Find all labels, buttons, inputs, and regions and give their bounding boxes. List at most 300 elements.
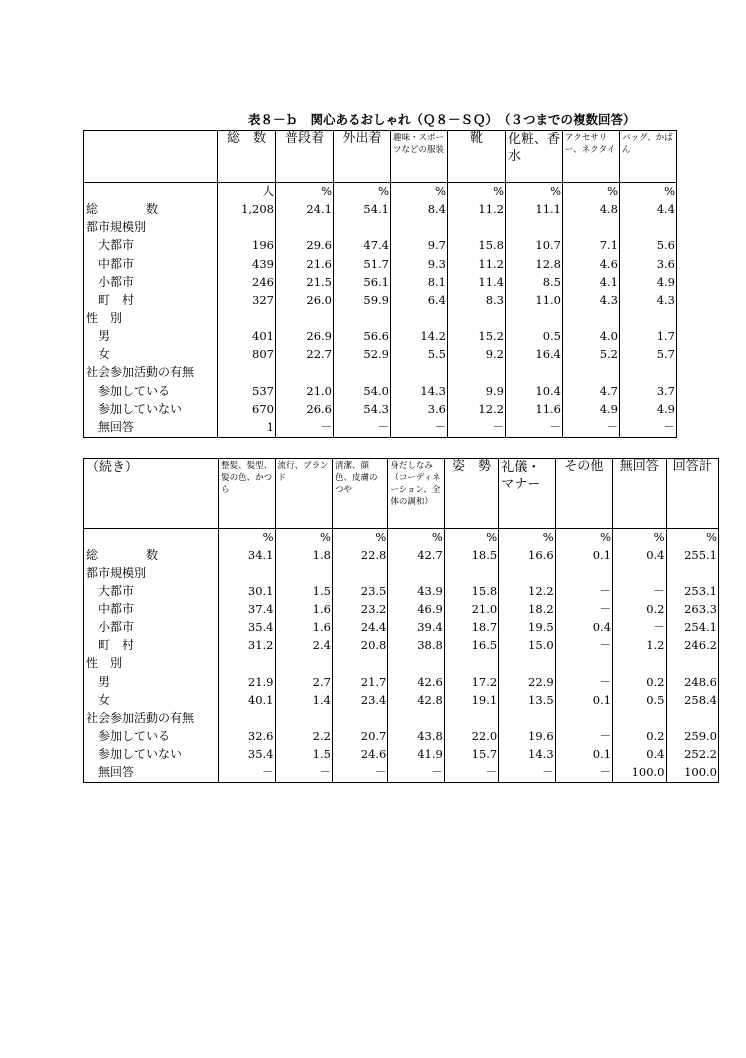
value-cell [448,310,506,328]
value-cell [388,565,444,583]
row-label: 総 数 [84,201,218,219]
value-cell [218,219,276,237]
value-cell: 26.0 [276,292,334,310]
value-cell: 4.0 [563,328,620,346]
value-cell: 1.6 [275,619,332,637]
value-cell: 0.4 [555,619,612,637]
value-cell [555,710,612,728]
units-row [84,529,719,548]
interest-table-part2 [83,458,719,783]
row-label: 社会参加活動の有無 [84,710,219,728]
value-cell [620,364,677,382]
value-cell: 24.6 [332,746,387,764]
value-cell: 11.1 [506,201,563,219]
value-cell: 21.7 [332,674,387,692]
value-cell: 4.1 [563,274,620,292]
value-cell: 1.4 [275,692,332,710]
table-row [84,619,719,637]
value-cell: － [555,583,612,601]
value-cell [506,310,563,328]
value-cell: 3.7 [620,383,677,401]
value-cell: 9.2 [448,346,506,364]
units-row [84,183,677,202]
unit-cell: 人 [218,183,276,202]
value-cell: － [555,601,612,619]
table-row [84,256,677,274]
value-cell: 12.8 [506,256,563,274]
value-cell: 29.6 [276,237,334,255]
value-cell [555,565,612,583]
value-cell [666,710,719,728]
value-cell: 14.3 [391,383,448,401]
table-row [84,219,677,237]
value-cell: － [334,419,391,438]
value-cell: 1.5 [275,583,332,601]
value-cell: 18.5 [444,547,498,565]
value-cell: 22.7 [276,346,334,364]
value-cell: 1.8 [275,547,332,565]
value-cell: 4.7 [563,383,620,401]
value-cell: － [448,419,506,438]
value-cell: － [620,419,677,438]
value-cell [276,219,334,237]
table-row [84,692,719,710]
value-cell: 15.8 [444,583,498,601]
value-cell: 248.6 [666,674,719,692]
value-cell [332,655,387,673]
table-row [84,237,677,255]
value-cell: 0.1 [555,547,612,565]
value-cell: 6.4 [391,292,448,310]
value-cell: － [613,583,666,601]
value-cell: 9.9 [448,383,506,401]
unit-cell: % [391,183,448,202]
value-cell: 37.4 [219,601,275,619]
value-cell: 258.4 [666,692,719,710]
value-cell: 11.2 [448,201,506,219]
value-cell [613,565,666,583]
table-row [84,746,719,764]
row-label: 都市規模別 [84,565,219,583]
value-cell [219,655,275,673]
row-label: 小都市 [84,619,219,637]
value-cell: 252.2 [666,746,719,764]
row-label: 社会参加活動の有無 [84,364,218,382]
value-cell: 21.6 [276,256,334,274]
value-cell: 21.5 [276,274,334,292]
value-cell: 23.5 [332,583,387,601]
column-header: 整髪、髪型、髪の色、かつら [219,459,275,529]
column-header: バッグ、かばん [620,131,677,183]
column-header: 身だしなみ（コーディネーション、全体の調和） [388,459,444,529]
table-row [84,419,677,438]
value-cell: 13.5 [499,692,555,710]
row-label: 都市規模別 [84,219,218,237]
value-cell: 0.4 [613,547,666,565]
value-cell: 3.6 [620,256,677,274]
row-label: 総 数 [84,547,219,565]
value-cell: 9.7 [391,237,448,255]
table-row [84,601,719,619]
table-row [84,674,719,692]
units-label-cell [84,183,218,202]
value-cell: 56.1 [334,274,391,292]
unit-cell: % [448,183,506,202]
value-cell: － [388,764,444,783]
value-cell [563,219,620,237]
value-cell: 8.1 [391,274,448,292]
interest-table-part1 [83,130,677,438]
value-cell: 4.9 [620,401,677,419]
header-row [84,459,719,529]
table-row [84,328,677,346]
table-row [84,764,719,783]
column-header: 清潔、顔色、皮膚のつや [332,459,387,529]
value-cell: 10.4 [506,383,563,401]
table-row [84,364,677,382]
unit-cell: % [332,529,387,548]
value-cell: 11.2 [448,256,506,274]
header-row [84,131,677,183]
value-cell: 5.2 [563,346,620,364]
value-cell: 807 [218,346,276,364]
row-label: 参加している [84,383,218,401]
value-cell [666,565,719,583]
value-cell: 0.5 [506,328,563,346]
table-row [84,565,719,583]
value-cell: 7.1 [563,237,620,255]
value-cell: 43.9 [388,583,444,601]
value-cell: － [391,419,448,438]
value-cell: － [219,764,275,783]
column-header: 流行、ブランド [275,459,332,529]
value-cell: 41.9 [388,746,444,764]
value-cell: 42.6 [388,674,444,692]
value-cell: 0.1 [555,746,612,764]
unit-cell: % [666,529,719,548]
value-cell: 18.7 [444,619,498,637]
row-label: 中都市 [84,256,218,274]
value-cell: 0.4 [613,746,666,764]
value-cell: 246.2 [666,637,719,655]
value-cell [332,565,387,583]
value-cell: 19.6 [499,728,555,746]
table-row [84,637,719,655]
value-cell [563,310,620,328]
value-cell: 47.4 [334,237,391,255]
unit-cell: % [563,183,620,202]
value-cell: 16.5 [444,637,498,655]
value-cell: 0.1 [555,692,612,710]
value-cell [620,310,677,328]
value-cell: 19.5 [499,619,555,637]
value-cell [448,364,506,382]
value-cell: 11.0 [506,292,563,310]
value-cell: 54.3 [334,401,391,419]
column-header: 礼儀・マナー [499,459,555,529]
value-cell [506,364,563,382]
value-cell [444,655,498,673]
value-cell: 22.0 [444,728,498,746]
value-cell: 12.2 [448,401,506,419]
unit-cell: % [613,529,666,548]
unit-cell: % [334,183,391,202]
value-cell [334,310,391,328]
value-cell: 18.2 [499,601,555,619]
value-cell: 2.4 [275,637,332,655]
value-cell: 12.2 [499,583,555,601]
table-row [84,346,677,364]
value-cell: 43.8 [388,728,444,746]
value-cell: 1.5 [275,746,332,764]
value-cell: 246 [218,274,276,292]
value-cell: － [563,419,620,438]
column-header: 靴 [448,131,506,183]
value-cell [613,710,666,728]
unit-cell: % [219,529,275,548]
value-cell: － [555,764,612,783]
unit-cell: % [499,529,555,548]
value-cell: 35.4 [219,746,275,764]
value-cell: － [555,728,612,746]
value-cell: － [555,674,612,692]
unit-cell: % [555,529,612,548]
value-cell [391,219,448,237]
value-cell [506,219,563,237]
column-header: アクセサリー、ネクタイ [563,131,620,183]
value-cell [448,219,506,237]
value-cell: 0.5 [613,692,666,710]
table-row [84,201,677,219]
value-cell [499,710,555,728]
value-cell: 3.6 [391,401,448,419]
unit-cell: % [620,183,677,202]
value-cell: 327 [218,292,276,310]
value-cell: 15.2 [448,328,506,346]
value-cell: 56.6 [334,328,391,346]
value-cell: 59.9 [334,292,391,310]
unit-cell: % [506,183,563,202]
column-header: 普段着 [276,131,334,183]
value-cell: 196 [218,237,276,255]
corner-cell: （続き） [84,459,219,529]
value-cell: 24.4 [332,619,387,637]
value-cell: 8.4 [391,201,448,219]
row-label: 小都市 [84,274,218,292]
value-cell: 8.5 [506,274,563,292]
column-header: 趣味・スポーツなどの服装 [391,131,448,183]
row-label: 大都市 [84,237,218,255]
value-cell [334,364,391,382]
table-row [84,274,677,292]
value-cell: 255.1 [666,547,719,565]
value-cell: 22.9 [499,674,555,692]
value-cell: 5.6 [620,237,677,255]
value-cell: 24.1 [276,201,334,219]
row-label: 参加していない [84,746,219,764]
value-cell: 54.1 [334,201,391,219]
value-cell [499,565,555,583]
value-cell: 51.7 [334,256,391,274]
value-cell: 1,208 [218,201,276,219]
unit-cell: % [275,529,332,548]
value-cell [555,655,612,673]
row-label: 大都市 [84,583,219,601]
value-cell [388,710,444,728]
value-cell: 439 [218,256,276,274]
value-cell: 16.4 [506,346,563,364]
value-cell: － [499,764,555,783]
value-cell: － [332,764,387,783]
value-cell: 46.9 [388,601,444,619]
value-cell: 2.2 [275,728,332,746]
column-header: 姿 勢 [444,459,498,529]
value-cell: 8.3 [448,292,506,310]
value-cell [391,364,448,382]
value-cell [218,364,276,382]
value-cell: 42.7 [388,547,444,565]
value-cell: － [506,419,563,438]
table-row [84,655,719,673]
value-cell: 15.7 [444,746,498,764]
value-cell: － [276,419,334,438]
value-cell: 0.2 [613,674,666,692]
value-cell: 39.4 [388,619,444,637]
value-cell: 21.0 [276,383,334,401]
row-label: 男 [84,328,218,346]
value-cell: 1 [218,419,276,438]
unit-cell: % [388,529,444,548]
table-row [84,547,719,565]
value-cell: 100.0 [613,764,666,783]
table-row [84,292,677,310]
column-header: 回答計 [666,459,719,529]
value-cell: 4.9 [563,401,620,419]
value-cell: 0.2 [613,728,666,746]
value-cell: 537 [218,383,276,401]
column-header: 無回答 [613,459,666,529]
value-cell: 54.0 [334,383,391,401]
row-label: 町 村 [84,637,219,655]
value-cell: 1.7 [620,328,677,346]
value-cell [275,655,332,673]
value-cell [388,655,444,673]
value-cell: 31.2 [219,637,275,655]
value-cell: 15.8 [448,237,506,255]
value-cell: 5.7 [620,346,677,364]
value-cell: 15.0 [499,637,555,655]
table-row [84,710,719,728]
value-cell: 10.7 [506,237,563,255]
table-title: 表８－ｂ 関心あるおしゃれ（Ｑ８－ＳＱ） （３つまでの複数回答） [248,112,636,127]
column-header: その他 [555,459,612,529]
value-cell: 52.9 [334,346,391,364]
value-cell: 14.2 [391,328,448,346]
value-cell: 38.8 [388,637,444,655]
unit-cell: % [276,183,334,202]
value-cell: 254.1 [666,619,719,637]
value-cell: 26.9 [276,328,334,346]
value-cell: 16.6 [499,547,555,565]
value-cell: 23.2 [332,601,387,619]
value-cell: 22.8 [332,547,387,565]
units-label-cell [84,529,219,548]
value-cell: 21.9 [219,674,275,692]
value-cell: － [555,637,612,655]
table-row [84,583,719,601]
row-label: 性 別 [84,655,219,673]
value-cell: 4.3 [620,292,677,310]
value-cell: 401 [218,328,276,346]
value-cell: － [613,619,666,637]
value-cell: 23.4 [332,692,387,710]
value-cell: 14.3 [499,746,555,764]
value-cell: 4.3 [563,292,620,310]
row-label: 女 [84,692,219,710]
value-cell: 5.5 [391,346,448,364]
corner-cell [84,131,218,183]
value-cell [666,655,719,673]
value-cell: 40.1 [219,692,275,710]
value-cell [219,710,275,728]
value-cell: 0.2 [613,601,666,619]
column-header: 総 数 [218,131,276,183]
value-cell: 34.1 [219,547,275,565]
value-cell: 26.6 [276,401,334,419]
column-header: 外出着 [334,131,391,183]
row-label: 参加していない [84,401,218,419]
value-cell: 11.4 [448,274,506,292]
value-cell: 11.6 [506,401,563,419]
value-cell [444,565,498,583]
row-label: 女 [84,346,218,364]
table-row [84,310,677,328]
value-cell: 20.8 [332,637,387,655]
value-cell: 100.0 [666,764,719,783]
column-header: 化粧、香水 [506,131,563,183]
table-row [84,401,677,419]
row-label: 無回答 [84,764,219,783]
value-cell: － [275,764,332,783]
value-cell: 17.2 [444,674,498,692]
value-cell [219,565,275,583]
value-cell [499,655,555,673]
value-cell [276,364,334,382]
value-cell: 19.1 [444,692,498,710]
table-row [84,383,677,401]
value-cell: 259.0 [666,728,719,746]
value-cell [218,310,276,328]
value-cell [275,565,332,583]
value-cell [391,310,448,328]
row-label: 中都市 [84,601,219,619]
value-cell: 4.6 [563,256,620,274]
value-cell: 32.6 [219,728,275,746]
value-cell: 670 [218,401,276,419]
value-cell: 253.1 [666,583,719,601]
unit-cell: % [444,529,498,548]
table-row [84,728,719,746]
value-cell: 9.3 [391,256,448,274]
value-cell: － [444,764,498,783]
value-cell: 35.4 [219,619,275,637]
value-cell: 21.0 [444,601,498,619]
value-cell [613,655,666,673]
row-label: 男 [84,674,219,692]
value-cell: 1.6 [275,601,332,619]
value-cell: 20.7 [332,728,387,746]
value-cell [276,310,334,328]
